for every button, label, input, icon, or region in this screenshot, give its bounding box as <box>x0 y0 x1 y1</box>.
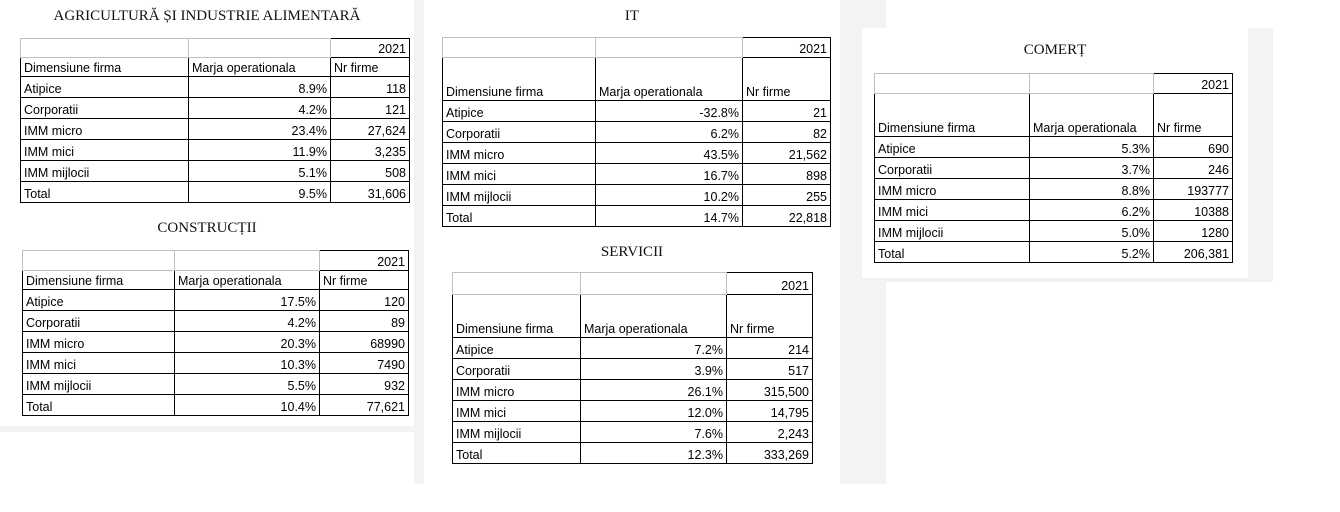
row-margin: 3.9% <box>581 359 727 380</box>
row-margin: 4.2% <box>189 98 331 119</box>
row-margin: 5.2% <box>1030 242 1154 263</box>
table-row <box>875 221 1233 242</box>
row-label: IMM micro <box>21 119 189 140</box>
row-margin: 5.1% <box>189 161 331 182</box>
row-margin: 43.5% <box>596 143 743 164</box>
row-label: Atipice <box>21 77 189 98</box>
row-label: Corporatii <box>21 98 189 119</box>
row-count: 193777 <box>1154 179 1233 200</box>
row-count: 120 <box>320 290 409 311</box>
table-row <box>23 332 409 353</box>
row-label: IMM mijlocii <box>23 374 175 395</box>
table-row <box>443 206 831 227</box>
row-label: Atipice <box>23 290 175 311</box>
blank-cell <box>453 273 581 295</box>
blank-cell <box>875 74 1030 94</box>
table-row <box>453 401 813 422</box>
table-row <box>875 200 1233 221</box>
header-row <box>21 58 410 77</box>
table-row <box>875 137 1233 158</box>
header-margin: Marja operationala <box>175 271 320 290</box>
header-count: Nr firme <box>320 271 409 290</box>
row-count: 10388 <box>1154 200 1233 221</box>
row-label: Total <box>23 395 175 416</box>
row-count: 3,235 <box>331 140 410 161</box>
row-margin: 12.3% <box>581 443 727 464</box>
year-row <box>453 273 813 295</box>
year-cell: 2021 <box>1154 74 1233 94</box>
row-count: 214 <box>727 338 813 359</box>
header-margin: Marja operationala <box>581 295 727 338</box>
comert-table <box>874 73 1233 263</box>
row-count: 21 <box>743 101 831 122</box>
row-label: Corporatii <box>875 158 1030 179</box>
table-row <box>23 311 409 332</box>
row-label: IMM mijlocii <box>21 161 189 182</box>
header-dimension: Dimensiune firma <box>443 58 596 101</box>
table-row <box>21 182 410 203</box>
header-row <box>875 94 1233 137</box>
row-margin: -32.8% <box>596 101 743 122</box>
table-row <box>21 98 410 119</box>
row-count: 22,818 <box>743 206 831 227</box>
year-row <box>23 251 409 271</box>
constructii-title: CONSTRUCȚII <box>157 220 257 236</box>
row-margin: 20.3% <box>175 332 320 353</box>
year-row <box>875 74 1233 94</box>
row-count: 2,243 <box>727 422 813 443</box>
table-row <box>21 77 410 98</box>
header-row <box>453 295 813 338</box>
header-margin: Marja operationala <box>1030 94 1154 137</box>
row-count: 77,621 <box>320 395 409 416</box>
it-table <box>442 37 831 227</box>
row-margin: 12.0% <box>581 401 727 422</box>
row-margin: 5.3% <box>1030 137 1154 158</box>
row-margin: 5.0% <box>1030 221 1154 242</box>
row-margin: 9.5% <box>189 182 331 203</box>
year-cell: 2021 <box>743 38 831 58</box>
table-row <box>23 353 409 374</box>
table-row <box>443 122 831 143</box>
row-count: 898 <box>743 164 831 185</box>
row-count: 7490 <box>320 353 409 374</box>
agri-title: AGRICULTURĂ ȘI INDUSTRIE ALIMENTARĂ <box>53 8 361 24</box>
table-row <box>443 185 831 206</box>
blank-cell <box>23 251 175 271</box>
table-row <box>453 422 813 443</box>
row-count: 932 <box>320 374 409 395</box>
table-row <box>875 242 1233 263</box>
servicii-table <box>452 272 813 464</box>
row-label: Corporatii <box>453 359 581 380</box>
row-count: 89 <box>320 311 409 332</box>
blank-cell <box>21 39 189 58</box>
servicii-title: SERVICII <box>600 244 664 260</box>
row-label: Atipice <box>453 338 581 359</box>
row-margin: 14.7% <box>596 206 743 227</box>
row-count: 255 <box>743 185 831 206</box>
header-dimension: Dimensiune firma <box>875 94 1030 137</box>
row-margin: 10.3% <box>175 353 320 374</box>
blank-cell <box>1030 74 1154 94</box>
row-count: 31,606 <box>331 182 410 203</box>
table-row <box>21 119 410 140</box>
row-count: 1280 <box>1154 221 1233 242</box>
table-row <box>21 161 410 182</box>
header-margin: Marja operationala <box>189 58 331 77</box>
row-label: IMM mijlocii <box>443 185 596 206</box>
row-margin: 17.5% <box>175 290 320 311</box>
table-row <box>23 395 409 416</box>
row-margin: 8.9% <box>189 77 331 98</box>
row-count: 14,795 <box>727 401 813 422</box>
header-count: Nr firme <box>727 295 813 338</box>
row-margin: 8.8% <box>1030 179 1154 200</box>
table-row <box>875 179 1233 200</box>
year-row <box>21 39 410 58</box>
row-label: Total <box>21 182 189 203</box>
row-margin: 3.7% <box>1030 158 1154 179</box>
blank-cell <box>596 38 743 58</box>
table-row <box>453 443 813 464</box>
row-label: IMM mici <box>443 164 596 185</box>
table-row <box>21 140 410 161</box>
row-label: IMM micro <box>23 332 175 353</box>
table-row <box>453 359 813 380</box>
row-count: 517 <box>727 359 813 380</box>
row-label: Total <box>443 206 596 227</box>
row-label: IMM micro <box>453 380 581 401</box>
table-row <box>23 290 409 311</box>
row-count: 82 <box>743 122 831 143</box>
header-count: Nr firme <box>331 58 410 77</box>
row-label: IMM mijlocii <box>453 422 581 443</box>
row-count: 508 <box>331 161 410 182</box>
year-cell: 2021 <box>727 273 813 295</box>
row-margin: 10.4% <box>175 395 320 416</box>
year-row <box>443 38 831 58</box>
row-count: 246 <box>1154 158 1233 179</box>
row-margin: 26.1% <box>581 380 727 401</box>
header-count: Nr firme <box>743 58 831 101</box>
table-row <box>443 101 831 122</box>
row-margin: 4.2% <box>175 311 320 332</box>
header-dimension: Dimensiune firma <box>23 271 175 290</box>
row-label: Total <box>453 443 581 464</box>
header-dimension: Dimensiune firma <box>453 295 581 338</box>
it-title: IT <box>624 8 640 24</box>
row-margin: 10.2% <box>596 185 743 206</box>
row-label: IMM mici <box>21 140 189 161</box>
row-label: Total <box>875 242 1030 263</box>
row-count: 690 <box>1154 137 1233 158</box>
row-label: Atipice <box>875 137 1030 158</box>
blank-cell <box>189 39 331 58</box>
row-label: Corporatii <box>443 122 596 143</box>
row-count: 315,500 <box>727 380 813 401</box>
agri-table <box>20 38 410 203</box>
row-margin: 16.7% <box>596 164 743 185</box>
table-row <box>23 374 409 395</box>
header-row <box>443 58 831 101</box>
comert-title: COMERȚ <box>1023 42 1087 58</box>
row-count: 121 <box>331 98 410 119</box>
row-margin: 23.4% <box>189 119 331 140</box>
row-count: 118 <box>331 77 410 98</box>
blank-cell <box>443 38 596 58</box>
row-margin: 5.5% <box>175 374 320 395</box>
table-row <box>443 143 831 164</box>
blank-cell <box>175 251 320 271</box>
row-margin: 6.2% <box>596 122 743 143</box>
row-label: Corporatii <box>23 311 175 332</box>
row-count: 206,381 <box>1154 242 1233 263</box>
row-label: IMM micro <box>875 179 1030 200</box>
blank-cell <box>581 273 727 295</box>
table-row <box>453 338 813 359</box>
header-row <box>23 271 409 290</box>
row-label: IMM mici <box>453 401 581 422</box>
row-count: 21,562 <box>743 143 831 164</box>
row-margin: 7.2% <box>581 338 727 359</box>
row-count: 68990 <box>320 332 409 353</box>
constructii-table <box>22 250 409 416</box>
row-margin: 11.9% <box>189 140 331 161</box>
row-margin: 7.6% <box>581 422 727 443</box>
row-label: IMM mici <box>23 353 175 374</box>
row-label: IMM mijlocii <box>875 221 1030 242</box>
year-cell: 2021 <box>331 39 410 58</box>
table-row <box>453 380 813 401</box>
year-cell: 2021 <box>320 251 409 271</box>
table-row <box>443 164 831 185</box>
row-count: 27,624 <box>331 119 410 140</box>
row-margin: 6.2% <box>1030 200 1154 221</box>
header-dimension: Dimensiune firma <box>21 58 189 77</box>
table-row <box>875 158 1233 179</box>
row-label: IMM micro <box>443 143 596 164</box>
row-label: Atipice <box>443 101 596 122</box>
row-count: 333,269 <box>727 443 813 464</box>
header-margin: Marja operationala <box>596 58 743 101</box>
header-count: Nr firme <box>1154 94 1233 137</box>
row-label: IMM mici <box>875 200 1030 221</box>
